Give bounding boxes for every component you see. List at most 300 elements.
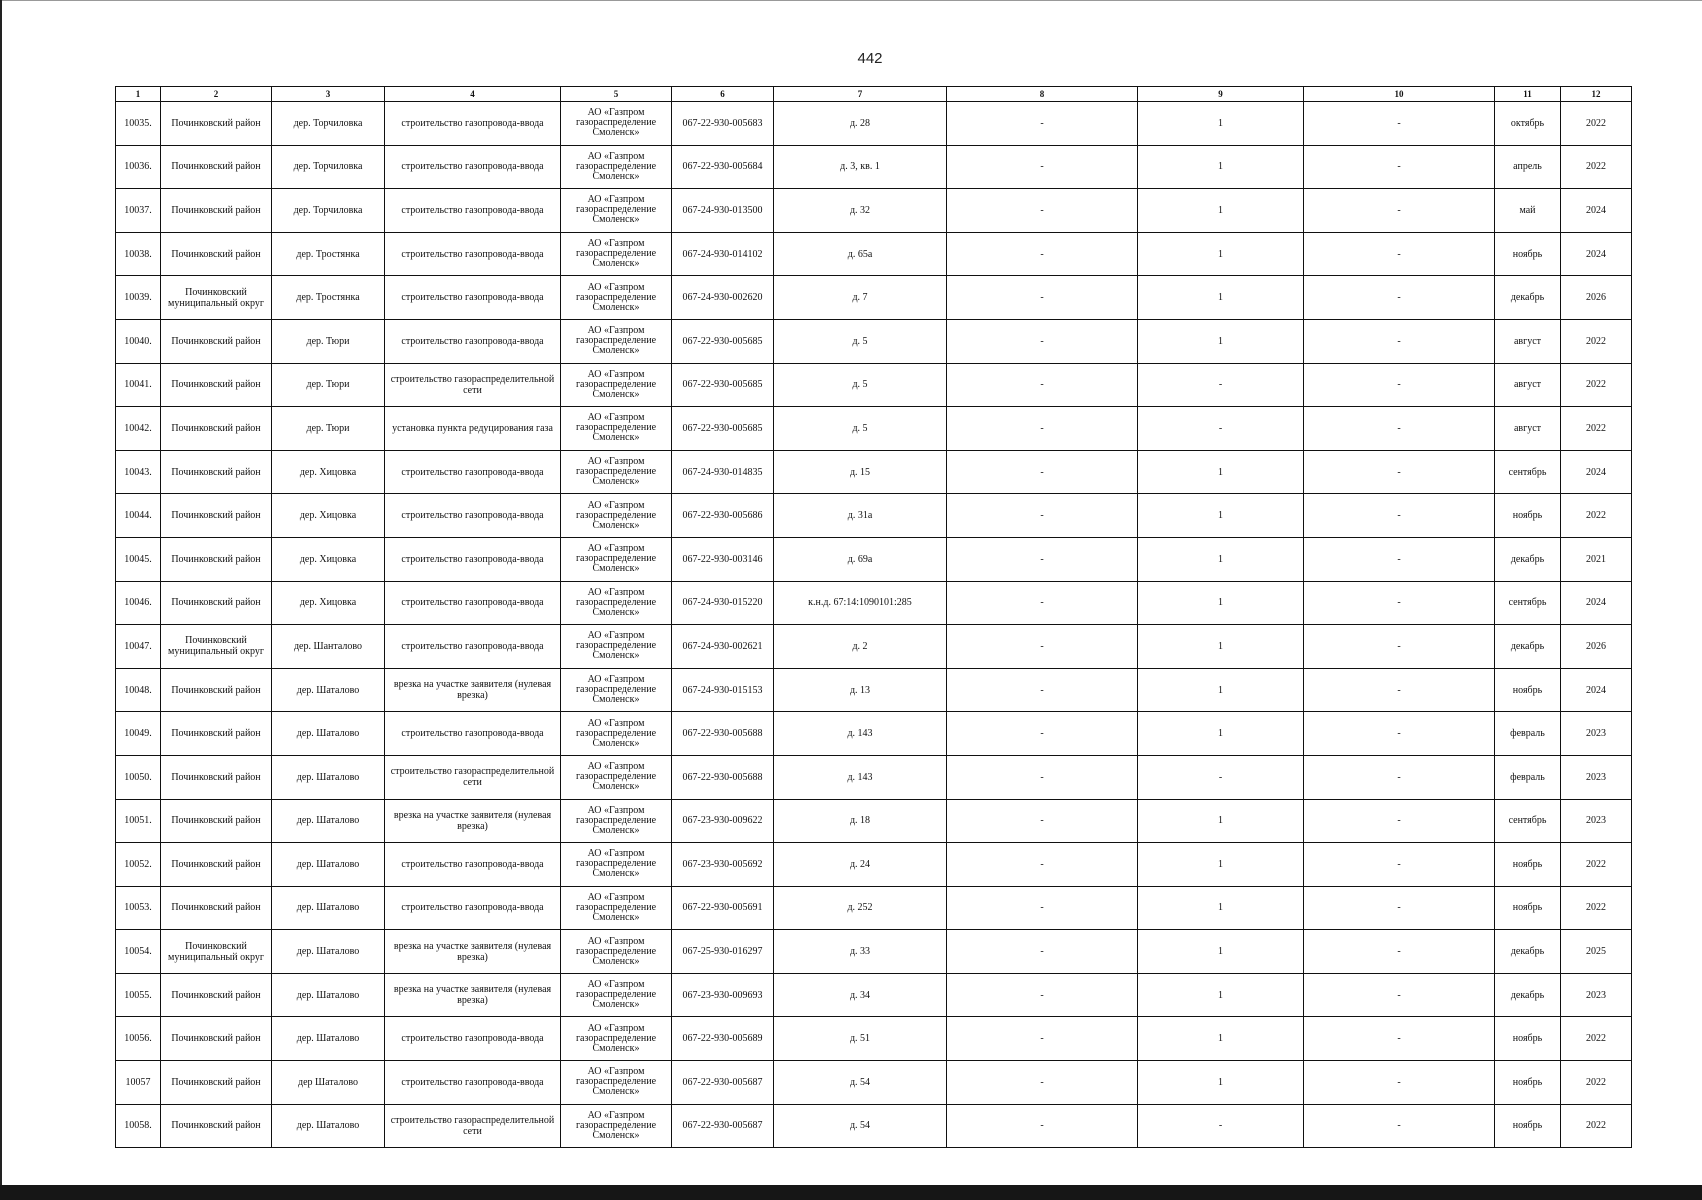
- settlement-cell: дер. Тростянка: [272, 232, 385, 276]
- year-cell: 2026: [1561, 625, 1632, 669]
- application-code-cell: 067-22-930-005688: [672, 712, 774, 756]
- column-9-cell: 1: [1138, 276, 1304, 320]
- column-10-cell: -: [1304, 450, 1495, 494]
- page-number: 442: [857, 50, 883, 67]
- table-row: [116, 1017, 1632, 1061]
- organization-cell: АО «Газпром газораспределение Смоленск»: [561, 319, 672, 363]
- address-cell: д. 54: [774, 1061, 947, 1105]
- column-header: 5: [561, 87, 672, 102]
- column-10-cell: -: [1304, 189, 1495, 233]
- work-type-cell: врезка на участке заявителя (нулевая врезка): [385, 930, 561, 974]
- organization-cell: АО «Газпром газораспределение Смоленск»: [561, 581, 672, 625]
- district-cell: Починковский район: [161, 799, 272, 843]
- column-10-cell: -: [1304, 1104, 1495, 1148]
- row-number-cell: 10039.: [116, 276, 161, 320]
- column-8-cell: -: [947, 1061, 1138, 1105]
- row-number-cell: 10043.: [116, 450, 161, 494]
- application-code-cell: 067-22-930-005691: [672, 886, 774, 930]
- settlement-cell: дер. Шаталово: [272, 712, 385, 756]
- organization-cell: АО «Газпром газораспределение Смоленск»: [561, 145, 672, 189]
- year-cell: 2024: [1561, 668, 1632, 712]
- column-8-cell: -: [947, 886, 1138, 930]
- work-type-cell: строительство газопровода-ввода: [385, 276, 561, 320]
- address-cell: д. 7: [774, 276, 947, 320]
- settlement-cell: дер. Шанталово: [272, 625, 385, 669]
- column-9-cell: 1: [1138, 799, 1304, 843]
- column-header: 3: [272, 87, 385, 102]
- address-cell: д. 143: [774, 712, 947, 756]
- organization-cell: АО «Газпром газораспределение Смоленск»: [561, 668, 672, 712]
- address-cell: д. 31а: [774, 494, 947, 538]
- month-cell: ноябрь: [1495, 494, 1561, 538]
- column-10-cell: -: [1304, 276, 1495, 320]
- column-8-cell: -: [947, 799, 1138, 843]
- month-cell: ноябрь: [1495, 1061, 1561, 1105]
- column-8-cell: -: [947, 712, 1138, 756]
- work-type-cell: установка пункта редуцирования газа: [385, 407, 561, 451]
- address-cell: д. 28: [774, 102, 947, 146]
- column-8-cell: -: [947, 232, 1138, 276]
- month-cell: декабрь: [1495, 930, 1561, 974]
- column-8-cell: -: [947, 1017, 1138, 1061]
- organization-cell: АО «Газпром газораспределение Смоленск»: [561, 102, 672, 146]
- month-cell: ноябрь: [1495, 886, 1561, 930]
- settlement-cell: дер. Торчиловка: [272, 145, 385, 189]
- column-8-cell: -: [947, 1104, 1138, 1148]
- row-number-cell: 10052.: [116, 843, 161, 887]
- table-row: [116, 494, 1632, 538]
- organization-cell: АО «Газпром газораспределение Смоленск»: [561, 1017, 672, 1061]
- settlement-cell: дер. Шаталово: [272, 755, 385, 799]
- column-9-cell: 1: [1138, 843, 1304, 887]
- organization-cell: АО «Газпром газораспределение Смоленск»: [561, 1104, 672, 1148]
- address-cell: д. 3, кв. 1: [774, 145, 947, 189]
- month-cell: сентябрь: [1495, 581, 1561, 625]
- row-number-cell: 10058.: [116, 1104, 161, 1148]
- district-cell: Починковский район: [161, 145, 272, 189]
- application-code-cell: 067-24-930-015153: [672, 668, 774, 712]
- settlement-cell: дер. Хицовка: [272, 581, 385, 625]
- year-cell: 2022: [1561, 145, 1632, 189]
- work-type-cell: строительство газораспределительной сети: [385, 1104, 561, 1148]
- organization-cell: АО «Газпром газораспределение Смоленск»: [561, 450, 672, 494]
- column-header: 4: [385, 87, 561, 102]
- month-cell: август: [1495, 363, 1561, 407]
- organization-cell: АО «Газпром газораспределение Смоленск»: [561, 886, 672, 930]
- column-8-cell: -: [947, 625, 1138, 669]
- application-code-cell: 067-23-930-009693: [672, 973, 774, 1017]
- month-cell: ноябрь: [1495, 1017, 1561, 1061]
- column-9-cell: 1: [1138, 668, 1304, 712]
- year-cell: 2022: [1561, 319, 1632, 363]
- work-type-cell: строительство газопровода-ввода: [385, 712, 561, 756]
- work-type-cell: строительство газопровода-ввода: [385, 537, 561, 581]
- table-row: [116, 712, 1632, 756]
- column-9-cell: 1: [1138, 537, 1304, 581]
- month-cell: декабрь: [1495, 625, 1561, 669]
- column-9-cell: 1: [1138, 1061, 1304, 1105]
- row-number-cell: 10051.: [116, 799, 161, 843]
- month-cell: декабрь: [1495, 973, 1561, 1017]
- column-header: 7: [774, 87, 947, 102]
- year-cell: 2022: [1561, 363, 1632, 407]
- address-cell: д. 34: [774, 973, 947, 1017]
- month-cell: октябрь: [1495, 102, 1561, 146]
- month-cell: декабрь: [1495, 537, 1561, 581]
- month-cell: ноябрь: [1495, 232, 1561, 276]
- table-row: [116, 1104, 1632, 1148]
- year-cell: 2023: [1561, 712, 1632, 756]
- application-code-cell: 067-25-930-016297: [672, 930, 774, 974]
- column-8-cell: -: [947, 668, 1138, 712]
- column-10-cell: -: [1304, 668, 1495, 712]
- year-cell: 2024: [1561, 189, 1632, 233]
- year-cell: 2023: [1561, 799, 1632, 843]
- address-cell: д. 24: [774, 843, 947, 887]
- row-number-cell: 10050.: [116, 755, 161, 799]
- work-type-cell: строительство газопровода-ввода: [385, 145, 561, 189]
- table-row: [116, 450, 1632, 494]
- column-8-cell: -: [947, 450, 1138, 494]
- work-type-cell: врезка на участке заявителя (нулевая врезка): [385, 973, 561, 1017]
- organization-cell: АО «Газпром газораспределение Смоленск»: [561, 232, 672, 276]
- district-cell: Починковский муниципальный округ: [161, 930, 272, 974]
- address-cell: д. 5: [774, 363, 947, 407]
- table-row: [116, 755, 1632, 799]
- table-row: [116, 581, 1632, 625]
- application-code-cell: 067-24-930-014102: [672, 232, 774, 276]
- row-number-cell: 10057: [116, 1061, 161, 1105]
- column-number-row: [116, 87, 1632, 102]
- month-cell: август: [1495, 407, 1561, 451]
- organization-cell: АО «Газпром газораспределение Смоленск»: [561, 755, 672, 799]
- row-number-cell: 10056.: [116, 1017, 161, 1061]
- settlement-cell: дер. Тростянка: [272, 276, 385, 320]
- address-cell: д. 69а: [774, 537, 947, 581]
- district-cell: Починковский район: [161, 363, 272, 407]
- column-9-cell: 1: [1138, 450, 1304, 494]
- row-number-cell: 10048.: [116, 668, 161, 712]
- organization-cell: АО «Газпром газораспределение Смоленск»: [561, 712, 672, 756]
- month-cell: сентябрь: [1495, 450, 1561, 494]
- column-8-cell: -: [947, 145, 1138, 189]
- column-header: 9: [1138, 87, 1304, 102]
- row-number-cell: 10046.: [116, 581, 161, 625]
- row-number-cell: 10041.: [116, 363, 161, 407]
- application-code-cell: 067-22-930-003146: [672, 537, 774, 581]
- organization-cell: АО «Газпром газораспределение Смоленск»: [561, 1061, 672, 1105]
- address-cell: д. 32: [774, 189, 947, 233]
- district-cell: Починковский район: [161, 843, 272, 887]
- address-cell: д. 18: [774, 799, 947, 843]
- application-code-cell: 067-22-930-005687: [672, 1061, 774, 1105]
- column-10-cell: -: [1304, 886, 1495, 930]
- organization-cell: АО «Газпром газораспределение Смоленск»: [561, 799, 672, 843]
- table-body: [116, 102, 1632, 1148]
- year-cell: 2022: [1561, 1104, 1632, 1148]
- district-cell: Починковский район: [161, 886, 272, 930]
- column-10-cell: -: [1304, 581, 1495, 625]
- column-10-cell: -: [1304, 755, 1495, 799]
- table-row: [116, 145, 1632, 189]
- column-10-cell: -: [1304, 494, 1495, 538]
- table-row: [116, 1061, 1632, 1105]
- district-cell: Починковский район: [161, 1061, 272, 1105]
- month-cell: август: [1495, 319, 1561, 363]
- column-9-cell: 1: [1138, 625, 1304, 669]
- year-cell: 2022: [1561, 102, 1632, 146]
- table-row: [116, 102, 1632, 146]
- work-type-cell: строительство газопровода-ввода: [385, 625, 561, 669]
- column-10-cell: -: [1304, 1061, 1495, 1105]
- table-row: [116, 886, 1632, 930]
- district-cell: Починковский район: [161, 232, 272, 276]
- column-8-cell: -: [947, 581, 1138, 625]
- column-header: 2: [161, 87, 272, 102]
- column-8-cell: -: [947, 276, 1138, 320]
- year-cell: 2026: [1561, 276, 1632, 320]
- column-10-cell: -: [1304, 232, 1495, 276]
- table-row: [116, 276, 1632, 320]
- district-cell: Починковский муниципальный округ: [161, 625, 272, 669]
- application-code-cell: 067-22-930-005684: [672, 145, 774, 189]
- district-cell: Починковский район: [161, 102, 272, 146]
- work-type-cell: строительство газораспределительной сети: [385, 755, 561, 799]
- row-number-cell: 10044.: [116, 494, 161, 538]
- column-10-cell: -: [1304, 799, 1495, 843]
- application-code-cell: 067-24-930-015220: [672, 581, 774, 625]
- work-type-cell: врезка на участке заявителя (нулевая врезка): [385, 668, 561, 712]
- application-code-cell: 067-22-930-005686: [672, 494, 774, 538]
- month-cell: февраль: [1495, 755, 1561, 799]
- organization-cell: АО «Газпром газораспределение Смоленск»: [561, 973, 672, 1017]
- settlement-cell: дер. Шаталово: [272, 668, 385, 712]
- column-9-cell: 1: [1138, 145, 1304, 189]
- column-9-cell: 1: [1138, 232, 1304, 276]
- organization-cell: АО «Газпром газораспределение Смоленск»: [561, 363, 672, 407]
- table-row: [116, 799, 1632, 843]
- column-8-cell: -: [947, 363, 1138, 407]
- settlement-cell: дер. Хицовка: [272, 537, 385, 581]
- settlement-cell: дер. Шаталово: [272, 886, 385, 930]
- month-cell: февраль: [1495, 712, 1561, 756]
- column-10-cell: -: [1304, 930, 1495, 974]
- year-cell: 2025: [1561, 930, 1632, 974]
- year-cell: 2022: [1561, 1061, 1632, 1105]
- column-10-cell: -: [1304, 145, 1495, 189]
- application-code-cell: 067-22-930-005685: [672, 407, 774, 451]
- settlement-cell: дер. Торчиловка: [272, 102, 385, 146]
- column-8-cell: -: [947, 755, 1138, 799]
- gas-connection-registry-table: [115, 86, 1632, 1148]
- row-number-cell: 10054.: [116, 930, 161, 974]
- table-row: [116, 363, 1632, 407]
- address-cell: д. 54: [774, 1104, 947, 1148]
- column-9-cell: 1: [1138, 319, 1304, 363]
- table-row: [116, 973, 1632, 1017]
- column-10-cell: -: [1304, 537, 1495, 581]
- year-cell: 2021: [1561, 537, 1632, 581]
- district-cell: Починковский район: [161, 973, 272, 1017]
- table-row: [116, 930, 1632, 974]
- column-header: 12: [1561, 87, 1632, 102]
- row-number-cell: 10037.: [116, 189, 161, 233]
- column-header: 11: [1495, 87, 1561, 102]
- column-10-cell: -: [1304, 843, 1495, 887]
- table-row: [116, 232, 1632, 276]
- settlement-cell: дер. Тюри: [272, 363, 385, 407]
- row-number-cell: 10040.: [116, 319, 161, 363]
- work-type-cell: строительство газопровода-ввода: [385, 189, 561, 233]
- application-code-cell: 067-22-930-005687: [672, 1104, 774, 1148]
- work-type-cell: строительство газораспределительной сети: [385, 363, 561, 407]
- column-9-cell: -: [1138, 363, 1304, 407]
- table-row: [116, 843, 1632, 887]
- settlement-cell: дер. Шаталово: [272, 1017, 385, 1061]
- column-8-cell: -: [947, 930, 1138, 974]
- application-code-cell: 067-22-930-005683: [672, 102, 774, 146]
- month-cell: май: [1495, 189, 1561, 233]
- application-code-cell: 067-24-930-014835: [672, 450, 774, 494]
- column-header: 1: [116, 87, 161, 102]
- address-cell: д. 252: [774, 886, 947, 930]
- scan-bottom-edge: [0, 1185, 1702, 1200]
- address-cell: д. 65а: [774, 232, 947, 276]
- column-9-cell: -: [1138, 755, 1304, 799]
- column-10-cell: -: [1304, 973, 1495, 1017]
- organization-cell: АО «Газпром газораспределение Смоленск»: [561, 494, 672, 538]
- work-type-cell: врезка на участке заявителя (нулевая врезка): [385, 799, 561, 843]
- settlement-cell: дер. Торчиловка: [272, 189, 385, 233]
- row-number-cell: 10045.: [116, 537, 161, 581]
- application-code-cell: 067-22-930-005689: [672, 1017, 774, 1061]
- organization-cell: АО «Газпром газораспределение Смоленск»: [561, 843, 672, 887]
- column-8-cell: -: [947, 102, 1138, 146]
- table-row: [116, 319, 1632, 363]
- application-code-cell: 067-22-930-005688: [672, 755, 774, 799]
- column-header: 6: [672, 87, 774, 102]
- row-number-cell: 10053.: [116, 886, 161, 930]
- column-9-cell: 1: [1138, 886, 1304, 930]
- district-cell: Починковский район: [161, 668, 272, 712]
- column-10-cell: -: [1304, 712, 1495, 756]
- column-8-cell: -: [947, 843, 1138, 887]
- table-row: [116, 537, 1632, 581]
- year-cell: 2024: [1561, 450, 1632, 494]
- column-9-cell: -: [1138, 1104, 1304, 1148]
- year-cell: 2024: [1561, 581, 1632, 625]
- column-8-cell: -: [947, 537, 1138, 581]
- district-cell: Починковский район: [161, 450, 272, 494]
- column-10-cell: -: [1304, 407, 1495, 451]
- year-cell: 2022: [1561, 494, 1632, 538]
- column-10-cell: -: [1304, 363, 1495, 407]
- scan-top-edge: [0, 0, 1702, 1]
- district-cell: Починковский муниципальный округ: [161, 276, 272, 320]
- column-header: 10: [1304, 87, 1495, 102]
- month-cell: декабрь: [1495, 276, 1561, 320]
- table-row: [116, 189, 1632, 233]
- district-cell: Починковский район: [161, 1017, 272, 1061]
- work-type-cell: строительство газопровода-ввода: [385, 450, 561, 494]
- settlement-cell: дер. Тюри: [272, 407, 385, 451]
- row-number-cell: 10047.: [116, 625, 161, 669]
- year-cell: 2024: [1561, 232, 1632, 276]
- column-8-cell: -: [947, 407, 1138, 451]
- address-cell: д. 2: [774, 625, 947, 669]
- column-10-cell: -: [1304, 1017, 1495, 1061]
- year-cell: 2022: [1561, 886, 1632, 930]
- settlement-cell: дер. Хицовка: [272, 494, 385, 538]
- work-type-cell: строительство газопровода-ввода: [385, 232, 561, 276]
- settlement-cell: дер. Хицовка: [272, 450, 385, 494]
- organization-cell: АО «Газпром газораспределение Смоленск»: [561, 189, 672, 233]
- work-type-cell: строительство газопровода-ввода: [385, 494, 561, 538]
- row-number-cell: 10036.: [116, 145, 161, 189]
- scan-left-edge: [0, 0, 2, 1185]
- work-type-cell: строительство газопровода-ввода: [385, 581, 561, 625]
- column-9-cell: 1: [1138, 581, 1304, 625]
- year-cell: 2022: [1561, 843, 1632, 887]
- column-10-cell: -: [1304, 102, 1495, 146]
- work-type-cell: строительство газопровода-ввода: [385, 102, 561, 146]
- application-code-cell: 067-24-930-002620: [672, 276, 774, 320]
- address-cell: д. 33: [774, 930, 947, 974]
- address-cell: д. 15: [774, 450, 947, 494]
- month-cell: ноябрь: [1495, 668, 1561, 712]
- settlement-cell: дер Шаталово: [272, 1061, 385, 1105]
- table-row: [116, 625, 1632, 669]
- settlement-cell: дер. Шаталово: [272, 973, 385, 1017]
- application-code-cell: 067-22-930-005685: [672, 363, 774, 407]
- work-type-cell: строительство газопровода-ввода: [385, 319, 561, 363]
- row-number-cell: 10035.: [116, 102, 161, 146]
- row-number-cell: 10055.: [116, 973, 161, 1017]
- district-cell: Починковский район: [161, 407, 272, 451]
- work-type-cell: строительство газопровода-ввода: [385, 886, 561, 930]
- column-9-cell: 1: [1138, 973, 1304, 1017]
- month-cell: ноябрь: [1495, 843, 1561, 887]
- district-cell: Починковский район: [161, 1104, 272, 1148]
- column-9-cell: 1: [1138, 1017, 1304, 1061]
- column-10-cell: -: [1304, 625, 1495, 669]
- address-cell: д. 13: [774, 668, 947, 712]
- work-type-cell: строительство газопровода-ввода: [385, 1017, 561, 1061]
- settlement-cell: дер. Тюри: [272, 319, 385, 363]
- month-cell: сентябрь: [1495, 799, 1561, 843]
- row-number-cell: 10042.: [116, 407, 161, 451]
- year-cell: 2023: [1561, 755, 1632, 799]
- row-number-cell: 10049.: [116, 712, 161, 756]
- address-cell: д. 5: [774, 319, 947, 363]
- year-cell: 2022: [1561, 407, 1632, 451]
- settlement-cell: дер. Шаталово: [272, 1104, 385, 1148]
- application-code-cell: 067-24-930-002621: [672, 625, 774, 669]
- district-cell: Починковский район: [161, 319, 272, 363]
- organization-cell: АО «Газпром газораспределение Смоленск»: [561, 625, 672, 669]
- year-cell: 2022: [1561, 1017, 1632, 1061]
- settlement-cell: дер. Шаталово: [272, 843, 385, 887]
- column-8-cell: -: [947, 494, 1138, 538]
- column-10-cell: -: [1304, 319, 1495, 363]
- organization-cell: АО «Газпром газораспределение Смоленск»: [561, 930, 672, 974]
- column-9-cell: -: [1138, 407, 1304, 451]
- column-9-cell: 1: [1138, 189, 1304, 233]
- district-cell: Починковский район: [161, 537, 272, 581]
- application-code-cell: 067-22-930-005685: [672, 319, 774, 363]
- address-cell: д. 143: [774, 755, 947, 799]
- address-cell: к.н.д. 67:14:1090101:285: [774, 581, 947, 625]
